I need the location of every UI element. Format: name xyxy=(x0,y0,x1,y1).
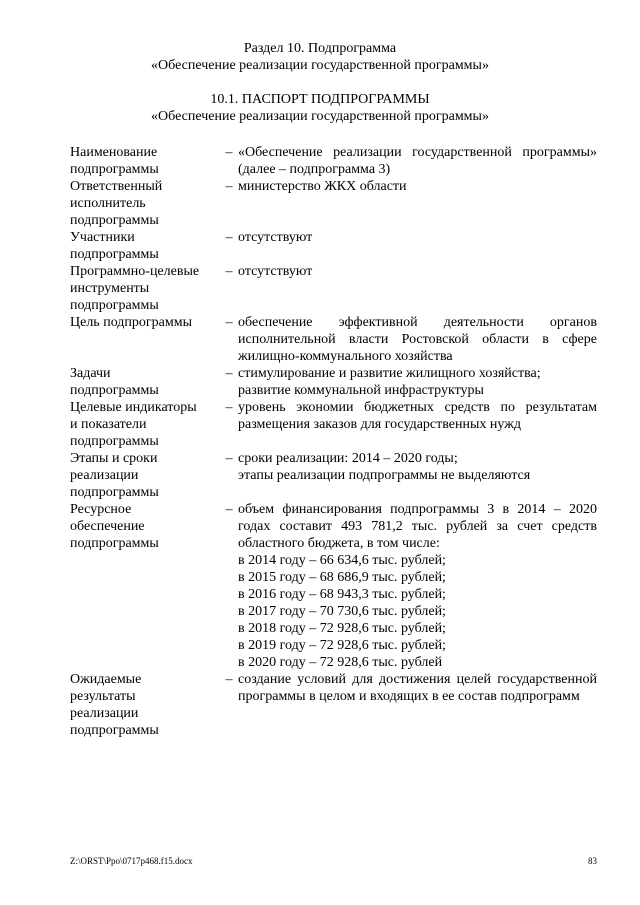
row-label-line: подпрограммы xyxy=(70,383,159,398)
passport-row xyxy=(70,178,597,229)
passport-row xyxy=(70,365,597,399)
row-value-paragraph: в 2020 году – 72 928,6 тыс. рублей xyxy=(238,655,443,670)
row-dash: – xyxy=(225,179,233,194)
row-value-paragraph: «Обеспечение реализации государственной программы» (далее – подпрограмма 3) xyxy=(238,145,597,177)
row-label xyxy=(70,263,220,314)
passport-row xyxy=(70,144,597,178)
row-value xyxy=(238,365,597,399)
row-label-line: инструменты xyxy=(70,281,150,296)
row-value-paragraph: в 2015 году – 68 686,9 тыс. рублей; xyxy=(238,570,446,585)
row-label xyxy=(70,399,220,450)
row-label-line: Цель подпрограммы xyxy=(70,315,192,330)
row-value-paragraph: отсутствуют xyxy=(238,264,313,279)
row-value-paragraph: создание условий для достижения целей государственной программы в целом и входящих в ее состав подпрограмм xyxy=(238,672,597,704)
row-label-line: Наименование xyxy=(70,145,158,160)
row-value xyxy=(238,314,597,365)
row-label xyxy=(70,501,220,552)
row-value xyxy=(238,671,597,705)
row-label-line: Ресурсное xyxy=(70,502,132,517)
row-value-paragraph: стимулирование и развитие жилищного хозяйства; xyxy=(238,366,541,381)
passport-row xyxy=(70,314,597,365)
row-label-line: подпрограммы xyxy=(70,536,159,551)
row-value xyxy=(238,399,597,433)
section-subtitle: «Обеспечение реализации государственной программы» xyxy=(151,58,489,73)
row-value xyxy=(238,450,597,484)
passport-row xyxy=(70,399,597,450)
passport-row xyxy=(70,263,597,314)
row-value-paragraph: в 2018 году – 72 928,6 тыс. рублей; xyxy=(238,621,446,636)
row-dash: – xyxy=(225,315,233,330)
row-label xyxy=(70,365,220,399)
row-label xyxy=(70,178,220,229)
row-value-paragraph: уровень экономии бюджетных средств по результатам размещения заказов для государственных нужд xyxy=(238,400,597,432)
row-value-paragraph: этапы реализации подпрограммы не выделяются xyxy=(238,468,531,483)
row-value-paragraph: развитие коммунальной инфраструктуры xyxy=(238,383,484,398)
row-value-paragraph: в 2017 году – 70 730,6 тыс. рублей; xyxy=(238,604,446,619)
row-label-line: Участники xyxy=(70,230,135,245)
row-label-line: Ожидаемые xyxy=(70,672,142,687)
row-dash: – xyxy=(225,502,233,517)
passport-subtitle: «Обеспечение реализации государственной программы» xyxy=(151,109,489,124)
row-label-line: подпрограммы xyxy=(70,723,159,738)
row-label xyxy=(70,314,220,331)
row-dash: – xyxy=(225,400,233,415)
row-label-line: подпрограммы xyxy=(70,247,159,262)
row-value xyxy=(238,501,597,671)
row-value xyxy=(238,229,597,246)
row-dash: – xyxy=(225,672,233,687)
row-dash: – xyxy=(225,451,233,466)
row-value-paragraph: в 2014 году – 66 634,6 тыс. рублей; xyxy=(238,553,446,568)
row-value-paragraph: сроки реализации: 2014 – 2020 годы; xyxy=(238,451,458,466)
row-label-line: реализации xyxy=(70,468,139,483)
row-label-line: Целевые индикаторы xyxy=(70,400,197,415)
section-heading xyxy=(0,40,640,74)
passport-row xyxy=(70,671,597,739)
row-dash: – xyxy=(225,264,233,279)
row-label-line: подпрограммы xyxy=(70,213,159,228)
row-label xyxy=(70,671,220,739)
passport-title: 10.1. ПАСПОРТ ПОДПРОГРАММЫ xyxy=(210,92,430,107)
row-label xyxy=(70,144,220,178)
row-value xyxy=(238,263,597,280)
row-label-line: исполнитель xyxy=(70,196,146,211)
passport-row xyxy=(70,450,597,501)
row-label-line: и показатели xyxy=(70,417,147,432)
row-label-line: Программно-целевые xyxy=(70,264,200,279)
passport-row xyxy=(70,229,597,263)
row-value xyxy=(238,178,597,195)
row-label-line: подпрограммы xyxy=(70,162,159,177)
row-value-paragraph: министерство ЖКХ области xyxy=(238,179,407,194)
footer-file-path: Z:\ORST\Ppo\0717p468.f15.docx xyxy=(70,856,193,866)
section-title: Раздел 10. Подпрограмма xyxy=(243,41,397,56)
row-value-paragraph: объем финансирования подпрограммы 3 в 2014 – 2020 годах составит 493 781,2 тыс. рублей за счет средств областного бюджета, в том числе: xyxy=(238,502,597,551)
passport-heading xyxy=(0,91,640,125)
row-label-line: Этапы и сроки xyxy=(70,451,158,466)
row-dash: – xyxy=(225,145,233,160)
row-value-paragraph: в 2016 году – 68 943,3 тыс. рублей; xyxy=(238,587,446,602)
row-label-line: подпрограммы xyxy=(70,485,159,500)
row-label-line: Задачи xyxy=(70,366,111,381)
row-label-line: Ответственный xyxy=(70,179,163,194)
row-dash: – xyxy=(225,366,233,381)
row-value xyxy=(238,144,597,178)
row-label-line: подпрограммы xyxy=(70,434,159,449)
footer-page-number: 83 xyxy=(588,856,597,866)
row-label-line: результаты xyxy=(70,689,136,704)
passport-row xyxy=(70,501,597,671)
row-value-paragraph: отсутствуют xyxy=(238,230,313,245)
row-label xyxy=(70,229,220,263)
row-label-line: подпрограммы xyxy=(70,298,159,313)
row-label-line: обеспечение xyxy=(70,519,145,534)
row-label xyxy=(70,450,220,501)
row-value-paragraph: обеспечение эффективной деятельности органов исполнительной власти Ростовской области в сфере жилищно-коммунального хозяйства xyxy=(238,315,597,364)
row-value-paragraph: в 2019 году – 72 928,6 тыс. рублей; xyxy=(238,638,446,653)
row-dash: – xyxy=(225,230,233,245)
passport-table xyxy=(70,144,597,739)
row-label-line: реализации xyxy=(70,706,139,721)
